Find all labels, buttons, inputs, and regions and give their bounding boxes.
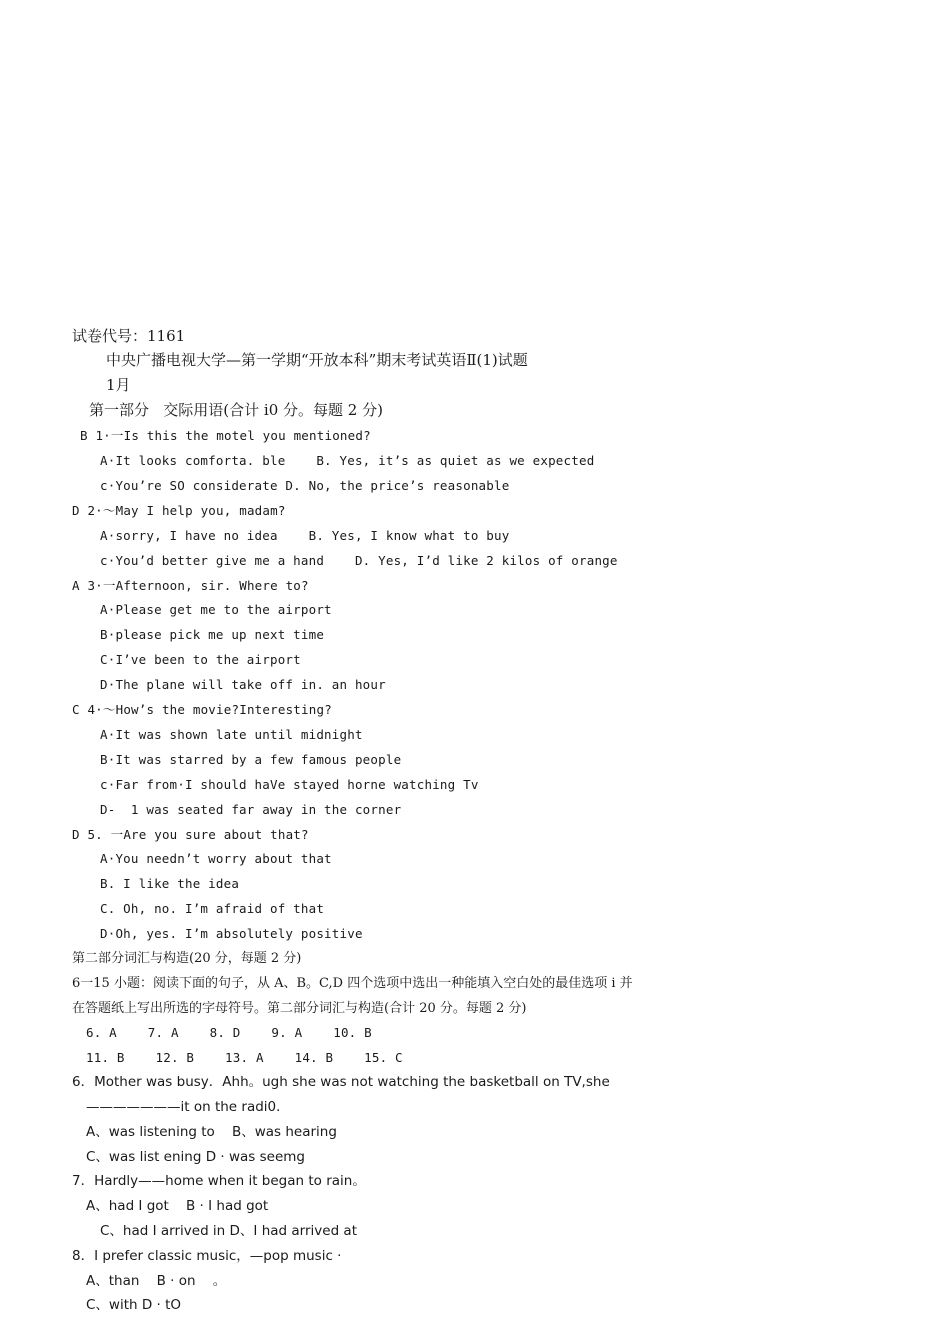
q1-option-line: c·You’re SO considerate D. No, the price’s reasonable <box>100 478 510 493</box>
q2-prompt: D 2·～May I help you, madam? <box>72 503 286 518</box>
exam-title: 中央广播电视大学—第一学期“开放本科”期末考试英语Ⅱ(1)试题 <box>106 351 528 369</box>
paper-code: 试卷代号：1161 <box>72 327 186 345</box>
q2-option-line: A·sorry, I have no idea B. Yes, I know what to buy <box>100 528 510 543</box>
q3-option: C·I’ve been to the airport <box>100 652 301 667</box>
answer-key-row: 11. B 12. B 13. A 14. B 15. C <box>86 1050 403 1065</box>
q2-option-line: c·You’d better give me a hand D. Yes, I’d like 2 kilos of orange <box>100 553 618 568</box>
part2-heading: 第二部分词汇与构造(20 分，每题 2 分) <box>72 951 302 966</box>
q6-stem: 6．Mother was busy．Ahh。ugh she was not watching the basketball on TV,she <box>72 1074 610 1090</box>
exam-month: 1月 <box>106 376 131 394</box>
q1-option-line: A·It looks comforta. ble B. Yes, it’s as quiet as we expected <box>100 453 595 468</box>
q8-stem: 8．I prefer classic music，—pop music · <box>72 1248 342 1264</box>
q5-option: B. I like the idea <box>100 876 240 891</box>
part1-heading: 第一部分 交际用语(合计 i0 分。每题 2 分) <box>89 401 383 419</box>
q7-option-line: C、had I arrived in D、I had arrived at <box>100 1223 357 1239</box>
q8-option-line: A、than B · on 。 <box>86 1273 227 1289</box>
q4-option: B·It was starred by a few famous people <box>100 752 402 767</box>
q3-option: D·The plane will take off in. an hour <box>100 677 386 692</box>
q3-option: B·please pick me up next time <box>100 627 325 642</box>
q5-option: D·Oh, yes. I’m absolutely positive <box>100 926 363 941</box>
answer-key-row: 6. A 7. A 8. D 9. A 10. B <box>86 1025 372 1040</box>
q6-stem: ———————it on the radi0． <box>86 1099 290 1115</box>
q8-option-line: C、with D · tO <box>86 1297 182 1313</box>
q4-option: A·It was shown late until midnight <box>100 727 363 742</box>
q6-option-line: C、was list ening D · was seemg <box>86 1149 305 1165</box>
q4-option: D- 1 was seated far away in the corner <box>100 802 402 817</box>
q5-option: C. Oh, no. I’m afraid of that <box>100 901 325 916</box>
q5-prompt: D 5. 一Are you sure about that? <box>72 827 309 842</box>
q7-option-line: A、had I got B · I had got <box>86 1198 269 1214</box>
q1-prompt: B 1·一Is this the motel you mentioned? <box>80 428 371 443</box>
q5-option: A·You needn’t worry about that <box>100 851 332 866</box>
q4-option: c·Far from·I should haVe stayed horne watching Tv <box>100 777 479 792</box>
q3-option: A·Please get me to the airport <box>100 602 332 617</box>
part2-instructions: 6一15 小题：阅读下面的句子，从 A、B。C,D 四个选项中选出一种能填入空白处的最佳选项 i 并 <box>72 976 633 991</box>
q4-prompt: C 4·～How’s the movie?Interesting? <box>72 702 332 717</box>
q3-prompt: A 3·一Afternoon, sir. Where to? <box>72 578 309 593</box>
q7-stem: 7．Hardly——home when it began to rain。 <box>72 1173 366 1189</box>
q6-option-line: A、was listening to B、was hearing <box>86 1124 337 1140</box>
part2-instructions: 在答题纸上写出所选的字母符号。第二部分词汇与构造(合计 20 分。每题 2 分) <box>72 1001 527 1016</box>
